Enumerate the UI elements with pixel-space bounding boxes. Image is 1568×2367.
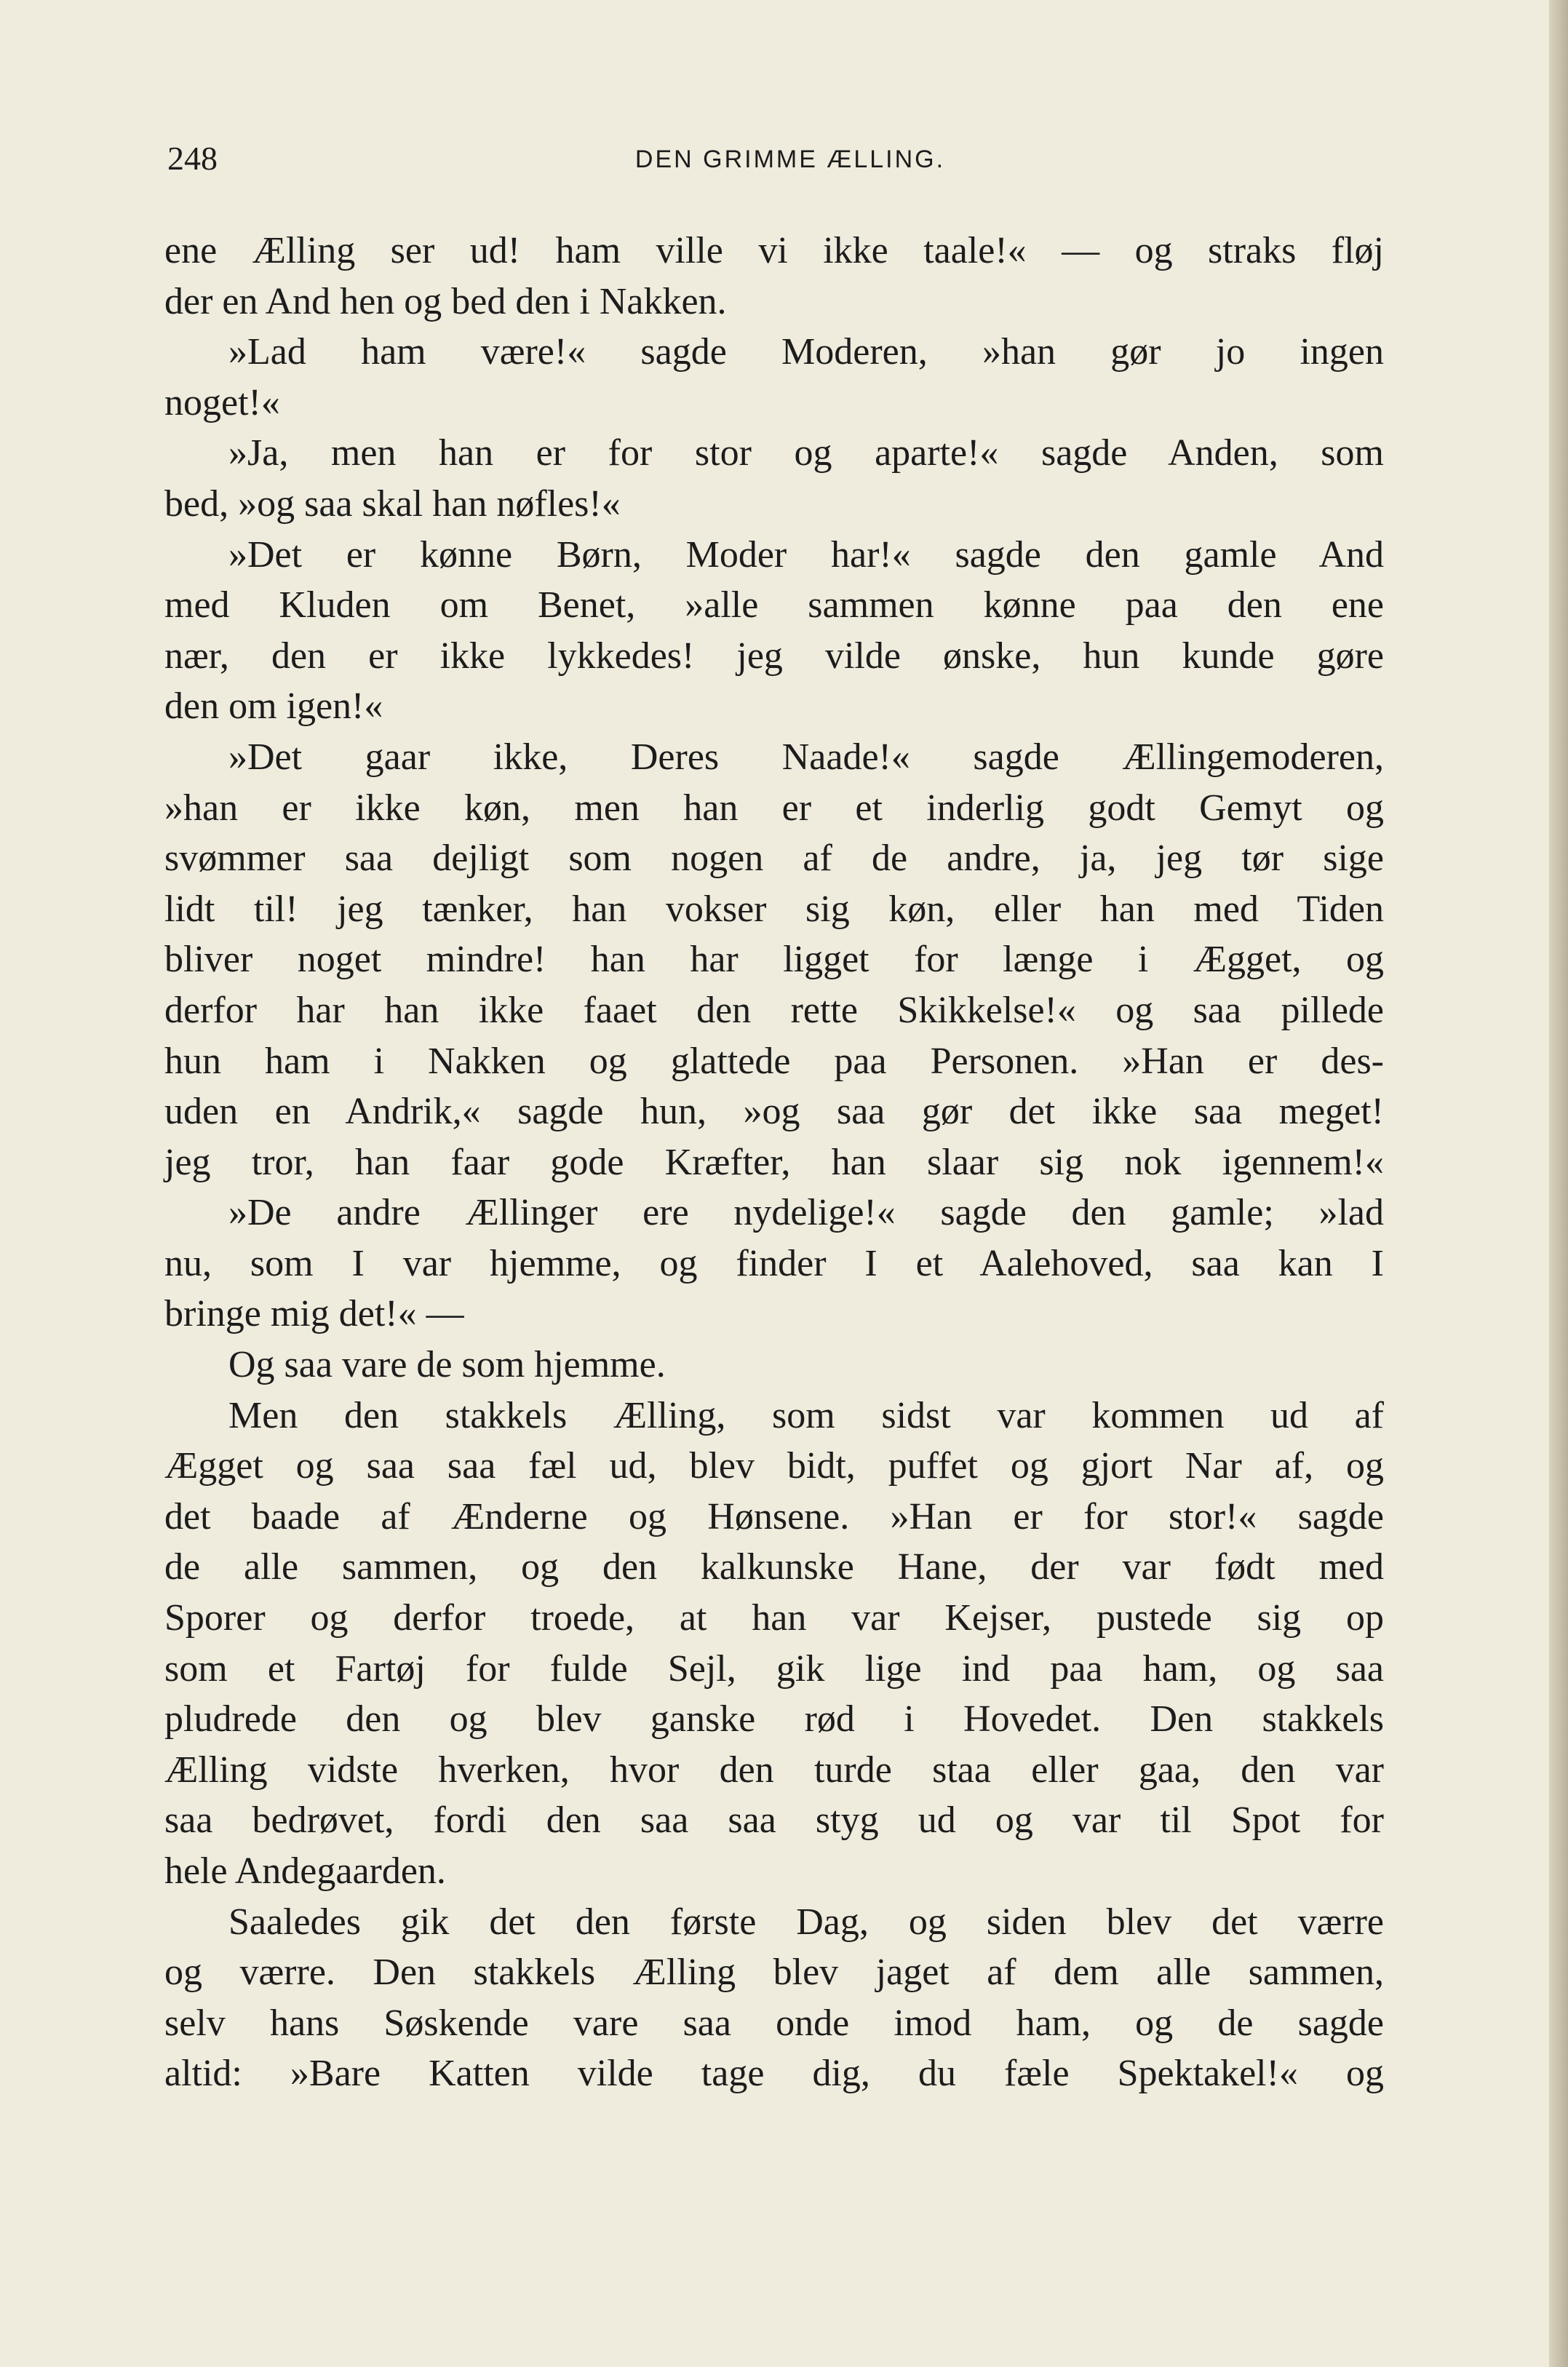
- page-number: 248: [167, 140, 218, 177]
- text-line: Saaledes gik det den første Dag, og siden blev det værre: [228, 1901, 1384, 1943]
- text-line: ene Ælling ser ud! ham ville vi ikke taale!« — og straks fløj: [164, 230, 1384, 271]
- text-line: selv hans Søskende vare saa onde imod ham, og de sagde: [164, 2002, 1384, 2044]
- text-line: nu, som I var hjemme, og finder I et Aalehoved, saa kan I: [164, 1242, 1384, 1284]
- text-line: Men den stakkels Ælling, som sidst var kommen ud af: [228, 1394, 1384, 1436]
- text-line: som et Fartøj for fulde Sejl, gik lige ind paa ham, og saa: [164, 1647, 1384, 1690]
- text-line: og værre. Den stakkels Ælling blev jaget af dem alle sammen,: [164, 1952, 1384, 1994]
- text-line: pludrede den og blev ganske rød i Hovedet. Den stakkels: [164, 1698, 1384, 1741]
- text-line: saa bedrøvet, fordi den saa saa styg ud og var til Spot for: [164, 1799, 1384, 1842]
- text-line: altid: »Bare Katten vilde tage dig, du fæle Spektakel!« og: [164, 2053, 1384, 2095]
- text-line: der en And hen og bed den i Nakken.: [164, 280, 727, 322]
- text-line: bringe mig det!« —: [164, 1293, 464, 1335]
- text-line: lidt til! jeg tænker, han vokser sig køn, eller han med Tiden: [164, 888, 1384, 930]
- page-header: [167, 137, 1384, 180]
- text-line: derfor har han ikke faaet den rette Skikkelse!« og saa pillede: [164, 989, 1384, 1031]
- text-line: Ægget og saa saa fæl ud, blev bidt, puffet og gjort Nar af, og: [164, 1445, 1384, 1487]
- running-head: DEN GRIMME ÆLLING.: [634, 146, 946, 173]
- text-line: bliver noget mindre! han har ligget for længe i Ægget, og: [164, 939, 1384, 981]
- text-line: hun ham i Nakken og glattede paa Personen. »Han er des-: [164, 1040, 1384, 1082]
- text-line: Ælling vidste hverken, hvor den turde staa eller gaa, den var: [164, 1749, 1384, 1791]
- text-line: »Det gaar ikke, Deres Naade!« sagde Ællingemoderen,: [228, 736, 1384, 778]
- text-line: Og saa vare de som hjemme.: [228, 1344, 666, 1386]
- text-line: nær, den er ikke lykkedes! jeg vilde ønske, hun kunde gøre: [164, 634, 1384, 677]
- text-line: Sporer og derfor troede, at han var Kejser, pustede sig op: [164, 1597, 1384, 1639]
- text-line: »De andre Ællinger ere nydelige!« sagde den gamle; »lad: [228, 1192, 1384, 1234]
- text-line: med Kluden om Benet, »alle sammen kønne paa den ene: [164, 584, 1384, 626]
- text-line: »Lad ham være!« sagde Moderen, »han gør jo ingen: [228, 331, 1384, 373]
- text-line: det baade af Ænderne og Hønsene. »Han er for stor!« sagde: [164, 1495, 1384, 1537]
- text-line: noget!«: [164, 381, 280, 423]
- body-text: [164, 226, 1384, 2099]
- text-line: svømmer saa dejligt som nogen af de andre, ja, jeg tør sige: [164, 838, 1384, 880]
- text-line: »Det er kønne Børn, Moder har!« sagde den gamle And: [228, 533, 1384, 576]
- text-line: bed, »og saa skal han nøfles!«: [164, 482, 621, 525]
- text-line: »Ja, men han er for stor og aparte!« sagde Anden, som: [228, 432, 1384, 474]
- text-line: jeg tror, han faar gode Kræfter, han slaar sig nok igennem!«: [164, 1141, 1384, 1183]
- text-line: uden en Andrik,« sagde hun, »og saa gør det ikke saa meget!: [164, 1091, 1384, 1133]
- text-line: de alle sammen, og den kalkunske Hane, der var født med: [164, 1546, 1384, 1588]
- text-line: hele Andegaarden.: [164, 1850, 446, 1892]
- text-line: »han er ikke køn, men han er et inderlig godt Gemyt og: [164, 787, 1384, 829]
- text-line: den om igen!«: [164, 685, 383, 728]
